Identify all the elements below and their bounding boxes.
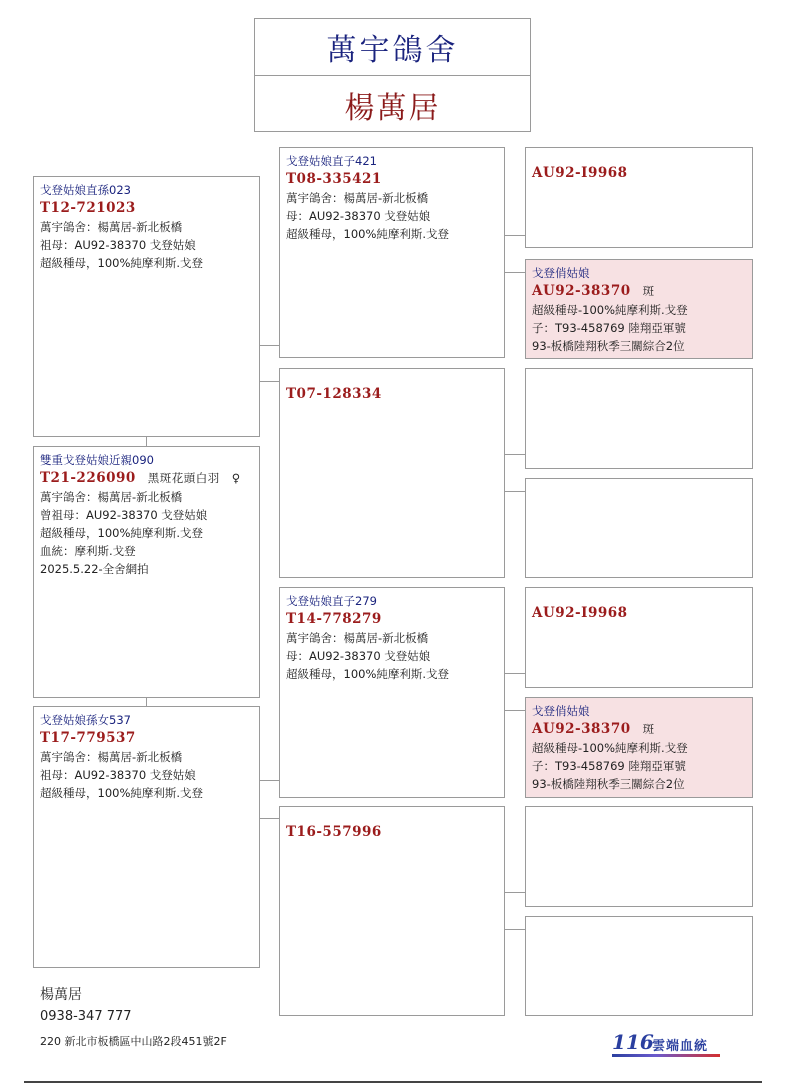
connector-line bbox=[146, 437, 147, 446]
pedigree-card-gen3-2 bbox=[525, 368, 753, 469]
bird-name: 戈登姑娘孫女537 bbox=[40, 713, 131, 727]
note-line: 萬宇鴿舍：楊萬居-新北板橋 bbox=[40, 750, 183, 764]
ring-number: AU92-38370 bbox=[532, 721, 631, 737]
note-line: 曾祖母：AU92-38370 戈登姑娘 bbox=[40, 508, 208, 522]
note-line: 超級種母，100%純摩利斯.戈登 bbox=[286, 227, 450, 241]
header-box bbox=[254, 18, 531, 132]
ring-number: T21-226090 bbox=[40, 470, 136, 486]
note-line: 母：AU92-38370 戈登姑娘 bbox=[286, 209, 431, 223]
note-line: 超級種母，100%純摩利斯.戈登 bbox=[40, 786, 204, 800]
ring-number: T08-335421 bbox=[286, 171, 382, 187]
note-line: 祖母：AU92-38370 戈登姑娘 bbox=[40, 768, 196, 782]
note-line: 母：AU92-38370 戈登姑娘 bbox=[286, 649, 431, 663]
connector-line bbox=[505, 929, 525, 930]
pedigree-card-gen2-0 bbox=[279, 147, 505, 358]
ring-number: T17-779537 bbox=[40, 730, 136, 746]
logo-text: 雲端血統 bbox=[652, 1039, 709, 1054]
pedigree-card-gen1-0 bbox=[33, 176, 260, 437]
note-line: 93-板橋陸翔秋季三關綜合2位 bbox=[532, 777, 685, 791]
connector-line bbox=[505, 454, 525, 455]
note-line: 超級種母，100%純摩利斯.戈登 bbox=[286, 667, 450, 681]
note-line: 2025.5.22-全舍網拍 bbox=[40, 562, 149, 576]
bird-name: 戈登俏姑娘 bbox=[532, 266, 590, 280]
pedigree-card-gen1-2 bbox=[33, 706, 260, 968]
connector-line bbox=[146, 698, 147, 706]
footer-phone: 0938-347 777 bbox=[40, 1009, 132, 1024]
logo-number: 116 bbox=[612, 1030, 654, 1054]
connector-line bbox=[505, 710, 525, 711]
connector-line bbox=[505, 892, 525, 893]
note-line: 子：T93-458769 陸翔亞軍號 bbox=[532, 759, 686, 773]
connector-line bbox=[260, 818, 279, 819]
note-line: 超級種母，100%純摩利斯.戈登 bbox=[40, 256, 204, 270]
ring-number: T12-721023 bbox=[40, 200, 136, 216]
logo-underline bbox=[612, 1054, 720, 1057]
pedigree-card-gen2-3 bbox=[279, 806, 505, 1016]
pedigree-card-gen3-0 bbox=[525, 147, 753, 248]
loft-name: 萬宇鴿舍 bbox=[255, 19, 530, 76]
connector-line bbox=[505, 235, 525, 236]
pedigree-card-gen1-1 bbox=[33, 446, 260, 698]
pedigree-card-gen3-4 bbox=[525, 587, 753, 688]
note-line: 萬宇鴿舍：楊萬居-新北板橋 bbox=[40, 220, 183, 234]
connector-line bbox=[260, 381, 279, 382]
color-sex-tag: 黑斑花頭白羽 ♀ bbox=[147, 471, 241, 485]
pedigree-card-gen2-2 bbox=[279, 587, 505, 798]
pedigree-card-gen3-3 bbox=[525, 478, 753, 578]
connector-line bbox=[505, 272, 525, 273]
owner-name: 楊萬居 bbox=[344, 90, 441, 126]
bird-name: 雙重戈登姑娘近親090 bbox=[40, 453, 154, 467]
color-tag: 斑 bbox=[642, 284, 655, 298]
color-tag: 斑 bbox=[642, 722, 655, 736]
note-line: 93-板橋陸翔秋季三關綜合2位 bbox=[532, 339, 685, 353]
note-line: 祖母：AU92-38370 戈登姑娘 bbox=[40, 238, 196, 252]
note-line: 萬宇鴿舍：楊萬居-新北板橋 bbox=[286, 631, 429, 645]
note-line: 萬宇鴿舍：楊萬居-新北板橋 bbox=[286, 191, 429, 205]
ring-number: T14-778279 bbox=[286, 611, 382, 627]
ring-number: AU92-I9968 bbox=[532, 605, 628, 621]
bird-name: 戈登姑娘直子279 bbox=[286, 594, 377, 608]
ring-number: AU92-38370 bbox=[532, 283, 631, 299]
footer-owner: 楊萬居 bbox=[40, 987, 82, 1003]
pedigree-card-gen3-6 bbox=[525, 806, 753, 907]
brand-logo bbox=[612, 1030, 720, 1058]
note-line: 血統：摩利斯.戈登 bbox=[40, 544, 136, 558]
note-line: 超級種母-100%純摩利斯.戈登 bbox=[532, 741, 688, 755]
pedigree-card-gen3-5 bbox=[525, 697, 753, 798]
ring-number: T16-557996 bbox=[286, 824, 382, 840]
bottom-divider bbox=[24, 1081, 762, 1083]
pedigree-card-gen2-1 bbox=[279, 368, 505, 578]
note-line: 超級種母，100%純摩利斯.戈登 bbox=[40, 526, 204, 540]
footer-address: 220 新北市板橋區中山路2段451號2F bbox=[40, 1035, 227, 1048]
note-line: 子：T93-458769 陸翔亞軍號 bbox=[532, 321, 686, 335]
connector-line bbox=[505, 491, 525, 492]
connector-line bbox=[505, 673, 525, 674]
connector-line bbox=[260, 345, 279, 346]
connector-line bbox=[260, 780, 279, 781]
ring-number: T07-128334 bbox=[286, 386, 382, 402]
bird-name: 戈登姑娘直孫023 bbox=[40, 183, 131, 197]
bird-name: 戈登姑娘直子421 bbox=[286, 154, 377, 168]
bird-name: 戈登俏姑娘 bbox=[532, 704, 590, 718]
pedigree-card-gen3-1 bbox=[525, 259, 753, 359]
note-line: 萬宇鴿舍：楊萬居-新北板橋 bbox=[40, 490, 183, 504]
ring-number: AU92-I9968 bbox=[532, 165, 628, 181]
note-line: 超級種母-100%純摩利斯.戈登 bbox=[532, 303, 688, 317]
pedigree-card-gen3-7 bbox=[525, 916, 753, 1016]
